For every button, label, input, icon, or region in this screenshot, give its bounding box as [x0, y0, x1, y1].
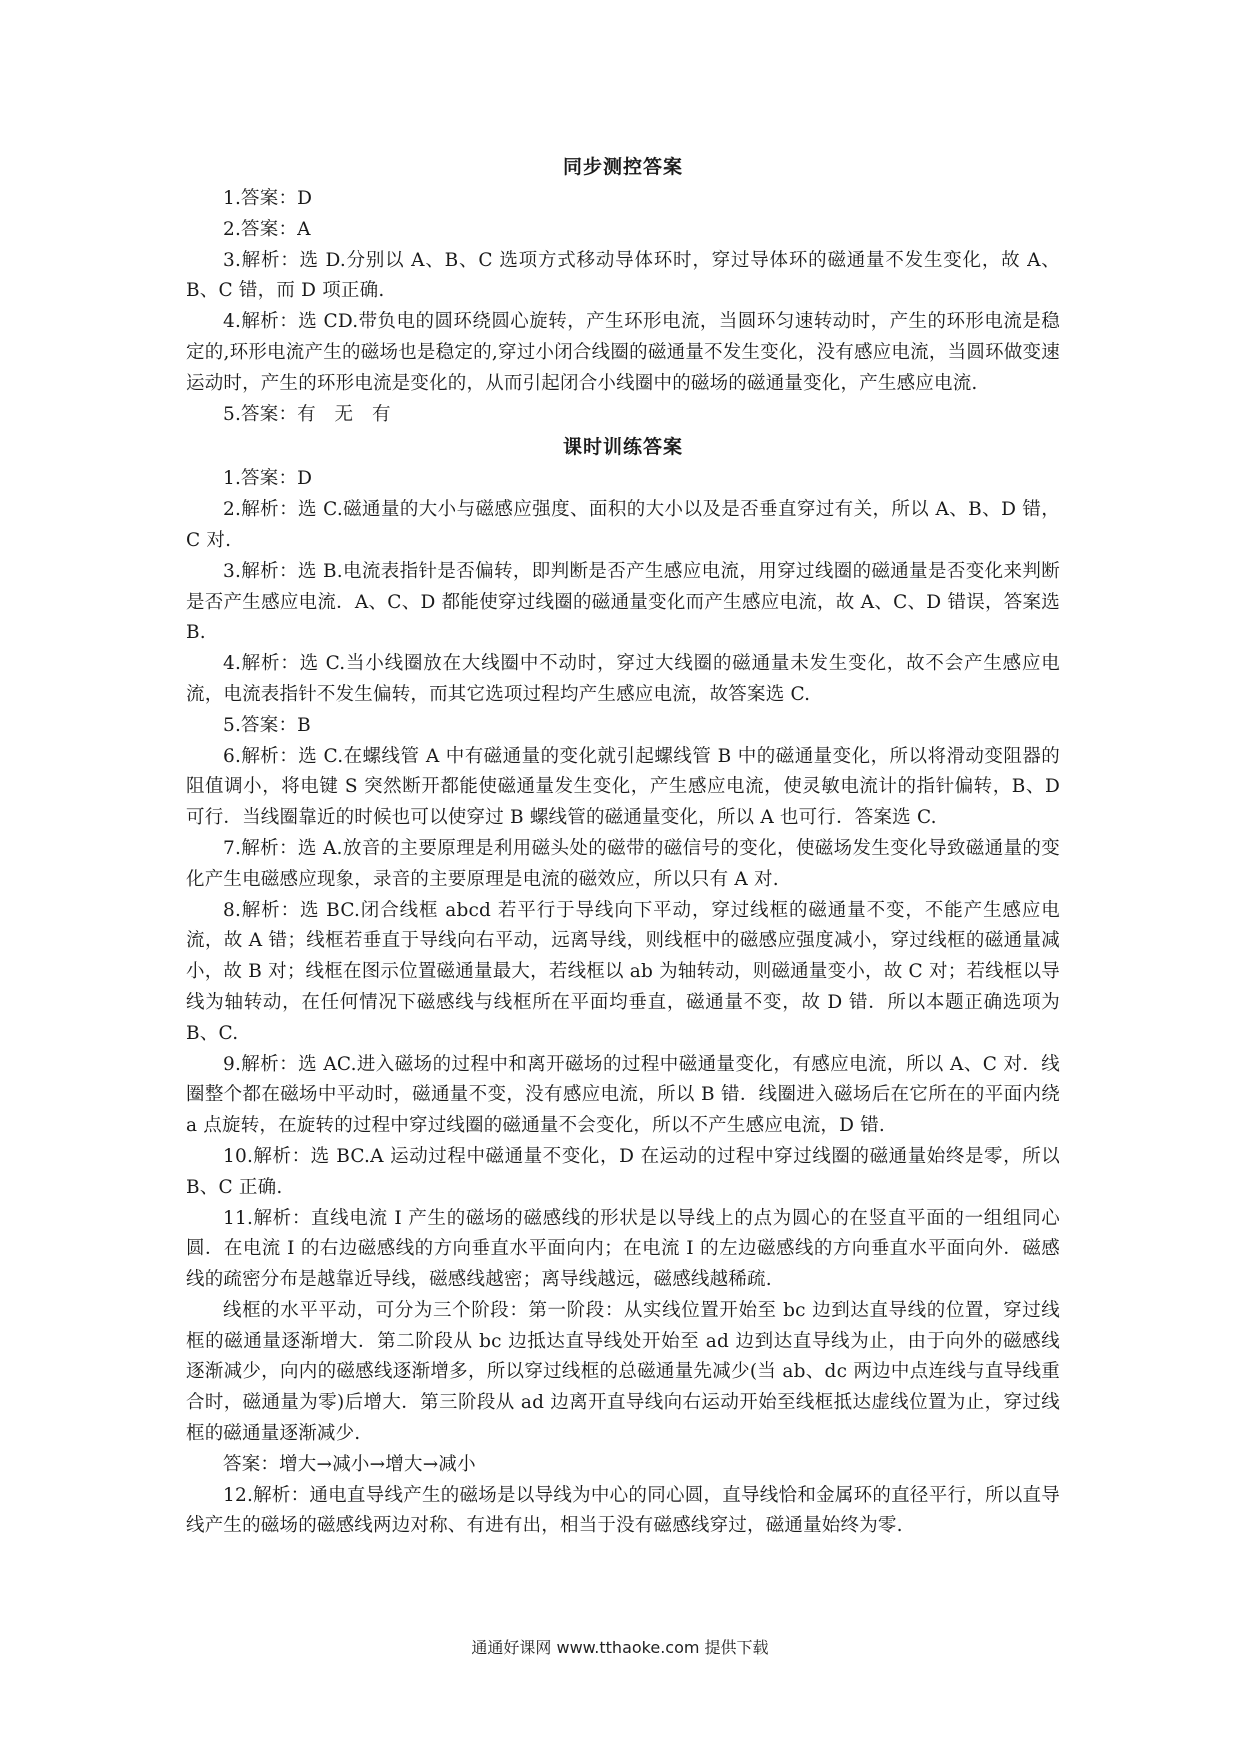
answer-paragraph: 7.解析：选 A.放音的主要原理是利用磁头处的磁带的磁信号的变化，使磁场发生变化导致磁通量的变化产生电磁感应现象，录音的主要原理是电流的磁效应，所以只有 A 对. [186, 837, 1060, 890]
answer-paragraph: 11.解析：直线电流 I 产生的磁场的磁感线的形状是以导线上的点为圆心的在竖直平面的一组组同心圆．在电流 I 的右边磁感线的方向垂直水平面向内；在电流 I 的左边磁感线的方向垂直水平面向外．磁感线的疏密分布是越靠近导线，磁感线越密；离导线越远，磁感线越稀疏. [186, 1207, 1060, 1291]
answer-paragraph: 2.解析：选 C.磁通量的大小与磁感应强度、面积的大小以及是否垂直穿过有关，所以 A、B、D 错，C 对. [186, 499, 1060, 551]
answer-paragraph: 3.解析：选 B.电流表指针是否偏转，即判断是否产生感应电流，用穿过线圈的磁通量是否变化来判断是否产生感应电流．A、C、D 都能使穿过线圈的磁通量变化而产生感应电流，故 A、C、D 错误，答案选 B. [186, 560, 1060, 644]
answer-paragraph: 3.解析：选 D.分别以 A、B、C 选项方式移动导体环时，穿过导体环的磁通量不发生变化，故 A、B、C 错，而 D 项正确. [186, 249, 1060, 302]
answer-paragraph: 4.解析：选 CD.带负电的圆环绕圆心旋转，产生环形电流，当圆环匀速转动时，产生的环形电流是稳定的,环形电流产生的磁场也是稳定的,穿过小闭合线圈的磁通量不发生变化，没有感应电流，当圆环做变速运动时，产生的环形电流是变化的，从而引起闭合小线圈中的磁场的磁通量变化，产生感应电流. [186, 311, 1060, 394]
answer-paragraph: 1.答案：D [223, 468, 313, 490]
document-body [186, 150, 1060, 1542]
answer-paragraph: 10.解析：选 BC.A 运动过程中磁通量不变化，D 在运动的过程中穿过线圈的磁通量始终是零，所以 B、C 正确. [186, 1145, 1060, 1198]
answer-paragraph: 1.答案：D [223, 188, 313, 209]
answer-paragraph: 9.解析：选 AC.进入磁场的过程中和离开磁场的过程中磁通量变化，有感应电流，所以 A、C 对．线圈整个都在磁场中平动时，磁通量不变，没有感应电流，所以 B 错．线圈进入磁场后在它所在的平面内绕 a 点旋转，在旋转的过程中穿过线圈的磁通量不会变化，所以不产生感应电流，D 错. [186, 1053, 1060, 1137]
answer-paragraph: 5.答案：有 无 有 [223, 403, 391, 425]
answer-paragraph: 4.解析：选 C.当小线圈放在大线圈中不动时，穿过大线圈的磁通量未发生变化，故不会产生感应电流，电流表指针不发生偏转，而其它选项过程均产生感应电流，故答案选 C. [186, 653, 1060, 705]
answer-paragraph: 8.解析：选 BC.闭合线框 abcd 若平行于导线向下平动，穿过线框的磁通量不变，不能产生感应电流，故 A 错；线框若垂直于导线向右平动，远离导线，则线框中的磁感应强度减小，穿过线框的磁通量减小，故 B 对；线框在图示位置磁通量最大，若线框以 ab 为轴转动，则磁通量变小，故 C 对；若线框以导线为轴转动，在任何情况下磁感线与线框所在平面均垂直，磁通量不变，故 D 错．所以本题正确选项为 B、C. [186, 899, 1060, 1044]
section-title: 课时训练答案 [562, 436, 683, 459]
answer-paragraph: 5.答案：B [223, 714, 311, 736]
answer-paragraph: 答案：增大→减小→增大→减小 [223, 1453, 476, 1475]
section-title: 同步测控答案 [562, 156, 683, 178]
answer-paragraph: 2.答案：A [223, 218, 311, 240]
answer-paragraph: 12.解析：通电直导线产生的磁场是以导线为中心的同心圆，直导线恰和金属环的直径平行，所以直导线产生的磁场的磁感线两边对称、有进有出，相当于没有磁感线穿过，磁通量始终为零. [186, 1484, 1060, 1537]
answer-paragraph: 线框的水平平动，可分为三个阶段：第一阶段：从实线位置开始至 bc 边到达直导线的位置，穿过线框的磁通量逐渐增大．第二阶段从 bc 边抵达直导线处开始至 ad 边到达直导线为止，由于向外的磁感线逐渐减少，向内的磁感线逐渐增多，所以穿过线框的总磁通量先减少(当 ab、dc 两边中点连线与直导线重合时，磁通量为零)后增大．第三阶段从 ad 边离开直导线向右运动开始至线框抵达虚线位置为止，穿过线框的磁通量逐渐减少. [186, 1299, 1060, 1445]
page-footer: 通通好课网 www.tthaoke.com 提供下载 [471, 1638, 769, 1657]
answer-paragraph: 6.解析：选 C.在螺线管 A 中有磁通量的变化就引起螺线管 B 中的磁通量变化，所以将滑动变阻器的阻值调小，将电键 S 突然断开都能使磁通量发生变化，产生感应电流，使灵敏电流计的指针偏转，B、D 可行．当线圈靠近的时候也可以使穿过 B 螺线管的磁通量变化，所以 A 也可行．答案选 C. [186, 745, 1060, 829]
